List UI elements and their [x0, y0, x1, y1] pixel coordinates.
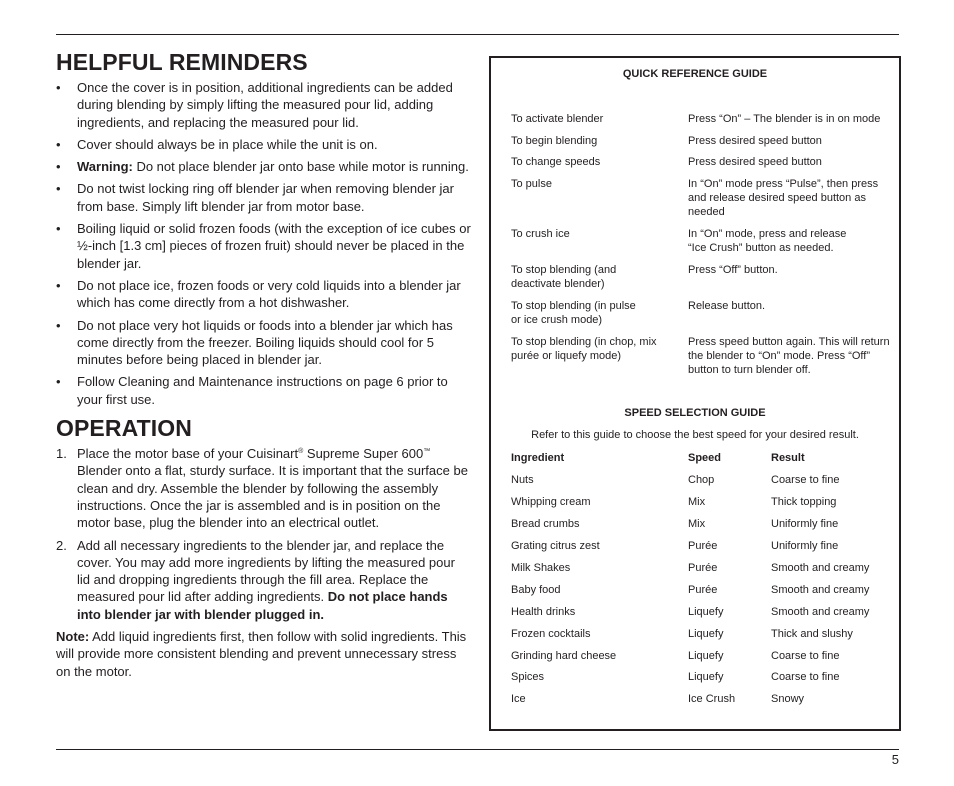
registered-mark: ®	[298, 448, 304, 456]
reminder-item-warning: • Warning: Do not place blender jar onto base while motor is running.	[56, 159, 469, 175]
bullet-icon: •	[56, 317, 61, 333]
left-column	[56, 48, 471, 680]
speed-selection-subtitle: Refer to this guide to choose the best speed for your desired result.	[531, 429, 859, 441]
warning-label: Warning:	[77, 159, 133, 175]
header-ingredient: Ingredient	[511, 452, 565, 464]
bullet-icon: •	[56, 159, 61, 175]
reminder-item: • Boiling liquid or solid frozen foods (with the exception of ice cubes or ½-inch [1.3 cm] pieces of frozen fruit) should never be placed in the blender jar.	[56, 221, 471, 271]
reminders-list	[56, 79, 471, 408]
operation-note: Note: Add liquid ingredients first, then follow with solid ingredients. This will provide more consistent blending and prevent unnecessary stress on the motor.	[56, 629, 467, 679]
bullet-icon: •	[56, 80, 61, 95]
reminder-item: • Do not twist locking ring off blender jar when removing blender jar from base. Simply lift blender jar from motor base.	[56, 181, 454, 214]
bullet-icon: •	[56, 221, 61, 237]
operation-step: 1. Place the motor base of your Cuisinart® Supreme Super 600™ Blender onto a flat, sturdy surface. It is important that the surface be clean and dry. Assemble the blender by following the assembly instructions. Once the jar is assembled and is in position on the motor base, plug the blender into an electrical outlet.	[56, 446, 468, 531]
operation-heading: OPERATION	[56, 415, 192, 442]
step-number: 1.	[56, 446, 67, 462]
bullet-icon: •	[56, 277, 61, 293]
operation-steps	[56, 445, 471, 623]
quick-reference-title: QUICK REFERENCE GUIDE	[622, 68, 768, 80]
bullet-icon: •	[56, 181, 61, 197]
bullet-icon: •	[56, 374, 61, 390]
speed-selection-title: SPEED SELECTION GUIDE	[624, 407, 766, 419]
bullet-icon: •	[56, 136, 61, 152]
note-label: Note:	[56, 629, 90, 645]
trademark-mark: ™	[423, 448, 431, 456]
reference-box: QUICK REFERENCE GUIDE To activate blender Press “On” – The blender is in on mode To begin blending Press desired speed button To change speeds Press desired speed button To pulse In “On” mode press “Pulse”, then press and release desired speed button as needed To crush ice In “On” mode, press and release “Ice Crush” button as needed. To stop blending (and deactivate blender) Press “Off” button. To stop blending (in pulse or ice crush mode) Release button. To stop blending (in chop, mix purée or liquefy mode) Press speed button again. This will return the blender to “On” mode. Press “Off” button to turn blender off. SPEED SELECTION GUIDE Refer to this guide to choose the best speed for your desired result. Ingredient Speed Result Nuts Chop Coarse to fine Whipping cream Mix Thick topping Bread crumbs Mix Uniformly fine Grating citrus zest Purée Uniformly fine Milk Shakes Purée Smooth and creamy Baby food Purée Smooth and creamy Health drinks Liquefy Smooth and creamy Frozen cocktails Liquefy Thick and slushy Grinding hard cheese Liquefy Coarse to fine Spices Liquefy Coarse to fine Ice Ice Crush Snowy	[489, 56, 901, 731]
reminder-item: • Follow Cleaning and Maintenance instructions on page 6 prior to your first use.	[56, 374, 448, 407]
reminder-item: • Do not place ice, frozen foods or very cold liquids into a blender jar which has come directly from a hot dishwasher.	[56, 277, 461, 311]
helpful-reminders-heading: HELPFUL REMINDERS	[56, 49, 308, 75]
hands-warning: Do not place hands into blender jar with blender plugged in.	[77, 589, 448, 622]
page-number: 5	[891, 752, 899, 767]
reminder-item: • Once the cover is in position, additional ingredients can be added during blending by simply lifting the measured pour lid, adding ingredients, and replacing the measured pour lid.	[56, 80, 453, 130]
top-rule	[56, 34, 899, 35]
bottom-rule	[56, 749, 899, 750]
reminder-item: • Do not place very hot liquids or foods into a blender jar which has come directly from the freezer. Boiling liquids should cool for 5 minutes before being placed in blender jar.	[56, 317, 453, 368]
header-result: Result	[771, 452, 805, 464]
operation-step: 2. Add all necessary ingredients to the blender jar, and replace the cover. You may add more ingredients by lifting the measured pour lid and dropping ingredients through the fill area. Replace the measured pour lid after adding ingredients. Do not place hands into blender jar with blender plugged in.	[56, 537, 455, 622]
step-number: 2.	[56, 537, 67, 553]
reminder-item: • Cover should always be in place while the unit is on.	[56, 136, 378, 152]
header-speed: Speed	[688, 452, 722, 464]
